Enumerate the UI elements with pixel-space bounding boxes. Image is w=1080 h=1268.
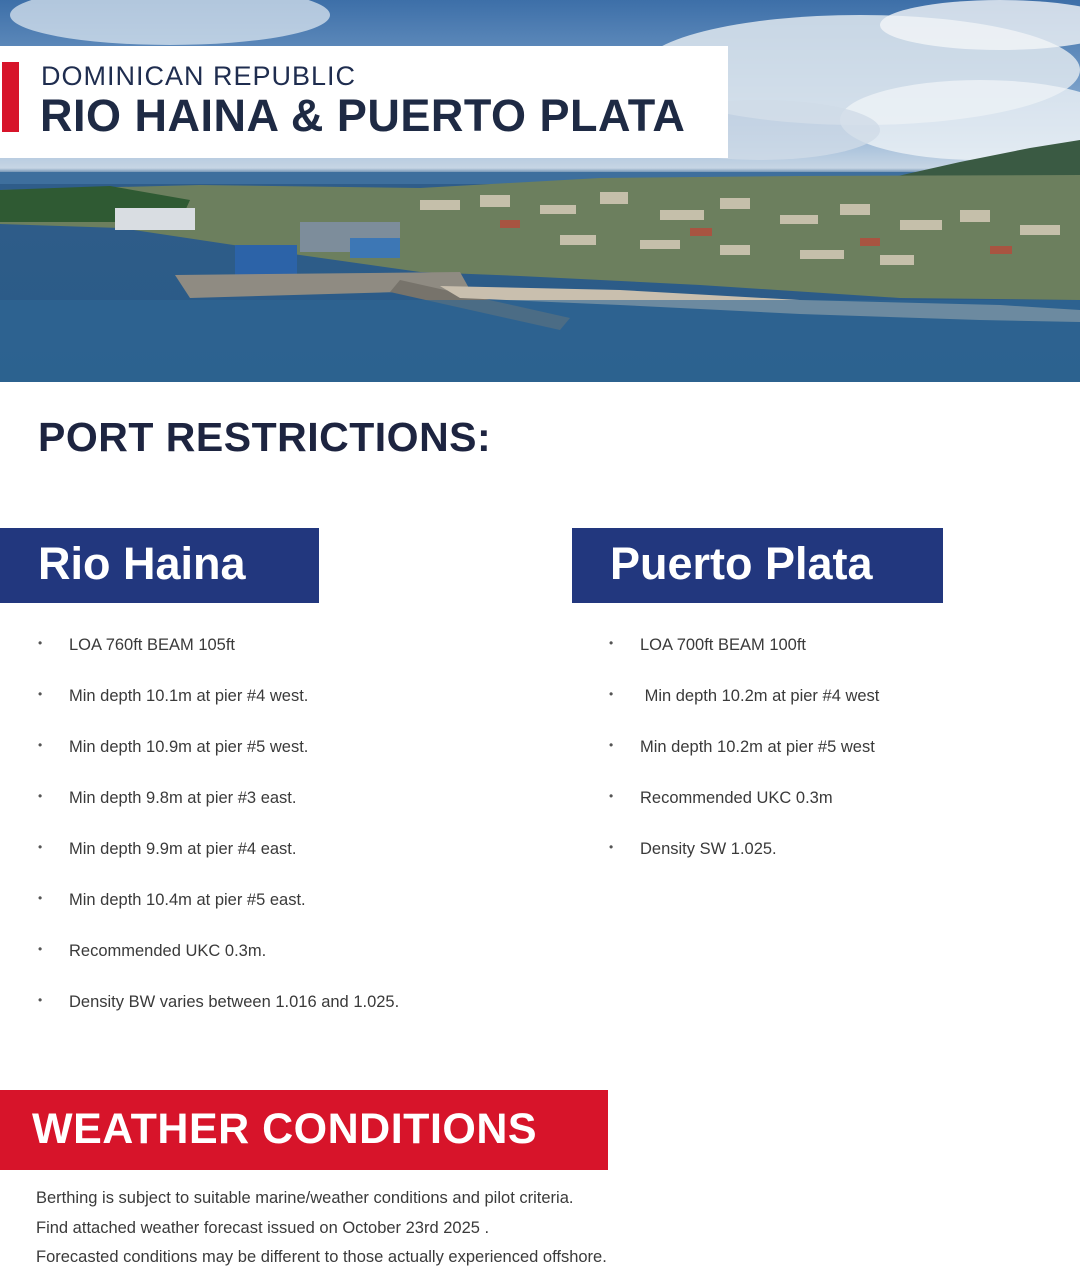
list-item-text: Density SW 1.025. — [640, 840, 777, 858]
bullet: • — [609, 687, 614, 701]
weather-line: Forecasted conditions may be different to those actually experienced offshore. — [36, 1248, 607, 1266]
weather-line: Berthing is subject to suitable marine/weather conditions and pilot criteria. — [36, 1189, 574, 1207]
weather-notes — [36, 1187, 607, 1268]
weather-title: WEATHER CONDITIONS — [32, 1105, 538, 1153]
bullet: • — [38, 942, 43, 956]
bullet: • — [38, 993, 43, 1007]
weather-line: Find attached weather forecast issued on October 23rd 2025 . — [36, 1218, 490, 1237]
puerto-plata-banner — [572, 528, 943, 603]
list-item-text: Min depth 10.4m at pier #5 east. — [69, 891, 306, 909]
list-item-text: Recommended UKC 0.3m. — [69, 942, 267, 960]
bullet: • — [609, 789, 614, 803]
weather-banner — [0, 1090, 608, 1170]
title-accent-bar — [2, 62, 19, 132]
list-item-text: LOA 760ft BEAM 105ft — [69, 636, 236, 654]
list-item-text: Min depth 9.8m at pier #3 east. — [69, 789, 297, 807]
bullet: • — [38, 789, 43, 803]
list-item-text: Min depth 10.1m at pier #4 west. — [69, 687, 309, 705]
list-item-text: Min depth 10.2m at pier #4 west — [640, 687, 880, 705]
bullet: • — [38, 687, 43, 701]
bullet: • — [609, 840, 614, 854]
bullet: • — [38, 738, 43, 752]
list-item-text: LOA 700ft BEAM 100ft — [640, 636, 807, 654]
bullet: • — [38, 891, 43, 905]
bullet: • — [38, 636, 43, 650]
list-item-text: Density BW varies between 1.016 and 1.025. — [69, 993, 400, 1011]
bullet: • — [609, 636, 614, 650]
page-title: RIO HAINA & PUERTO PLATA — [40, 90, 686, 141]
list-item-text: Min depth 9.9m at pier #4 east. — [69, 840, 297, 858]
list-item-text: Min depth 10.2m at pier #5 west — [640, 738, 875, 756]
country-label: DOMINICAN REPUBLIC — [41, 61, 357, 91]
list-item-text: Min depth 10.9m at pier #5 west. — [69, 738, 309, 756]
section-heading: PORT RESTRICTIONS: — [38, 414, 492, 460]
port-name: Puerto Plata — [610, 538, 873, 589]
port-name: Rio Haina — [38, 538, 246, 589]
list-item-text: Recommended UKC 0.3m — [640, 789, 833, 807]
bullet: • — [38, 840, 43, 854]
rio-haina-banner — [0, 528, 319, 603]
bullet: • — [609, 738, 614, 752]
